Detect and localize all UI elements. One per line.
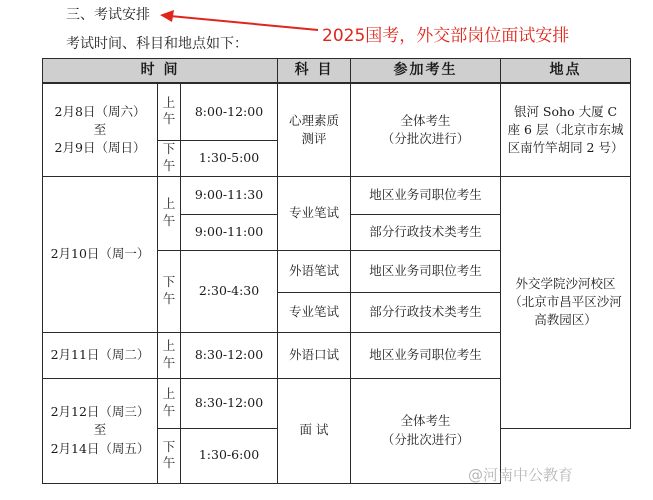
time-cell: 1:30-5:00 [181, 140, 278, 176]
time-cell: 9:00-11:30 [181, 176, 278, 214]
date-cell: 2月12日（周三） 至 2月14日（周五） [43, 378, 158, 483]
time-cell: 8:30-12:00 [181, 378, 278, 428]
section-subtitle: 考试时间、科目和地点如下： [66, 36, 248, 52]
subject-cell: 专业笔试 [278, 292, 351, 332]
header-subject: 科 目 [278, 59, 351, 84]
subject-cell: 外语笔试 [278, 250, 351, 292]
schedule-table [42, 58, 631, 484]
participants-cell: 全体考生 （分批次进行） [351, 378, 501, 483]
table-row [43, 83, 631, 140]
ampm-cell: 上午 [158, 176, 181, 250]
participants-cell: 部分行政技术类考生 [351, 292, 501, 332]
time-cell: 1:30-6:00 [181, 428, 278, 483]
header-row [43, 59, 631, 84]
participants-cell: 地区业务司职位考生 [351, 250, 501, 292]
ampm-cell: 上午 [158, 332, 181, 378]
header-participants: 参加考生 [351, 59, 501, 84]
time-cell: 2:30-4:30 [181, 250, 278, 332]
participants-cell: 全体考生 （分批次进行） [351, 83, 501, 176]
ampm-cell: 上午 [158, 378, 181, 428]
participants-cell: 部分行政技术类考生 [351, 214, 501, 250]
ampm-cell: 下午 [158, 250, 181, 332]
time-cell: 8:30-12:00 [181, 332, 278, 378]
subject-cell: 专业笔试 [278, 176, 351, 250]
ampm-cell: 下午 [158, 428, 181, 483]
participants-cell: 地区业务司职位考生 [351, 176, 501, 214]
location-cell: 外交学院沙河校区（北京市昌平区沙河高教园区） [501, 176, 631, 428]
header-location: 地点 [501, 59, 631, 84]
section-title: 三、考试安排 [66, 7, 150, 23]
date-cell: 2月8日（周六） 至 2月9日（周日） [43, 83, 158, 176]
subject-cell: 面 试 [278, 378, 351, 483]
header-time: 时 间 [43, 59, 278, 84]
watermark-text: @河南中公教育 [468, 466, 574, 484]
participants-cell: 地区业务司职位考生 [351, 332, 501, 378]
date-cell: 2月10日（周一） [43, 176, 158, 332]
time-cell: 8:00-12:00 [181, 83, 278, 140]
subject-cell: 心理素质测评 [278, 83, 351, 176]
time-cell: 9:00-11:00 [181, 214, 278, 250]
date-cell: 2月11日（周二） [43, 332, 158, 378]
ampm-cell: 下午 [158, 140, 181, 176]
location-cell: 银河 Soho 大厦 C 座 6 层（北京市东城区南竹竿胡同 2 号） [501, 83, 631, 176]
table-row [43, 176, 631, 214]
subject-cell: 外语口试 [278, 332, 351, 378]
ampm-cell: 上午 [158, 83, 181, 140]
annotation-text: 2025国考，外交部岗位面试安排 [322, 26, 570, 46]
